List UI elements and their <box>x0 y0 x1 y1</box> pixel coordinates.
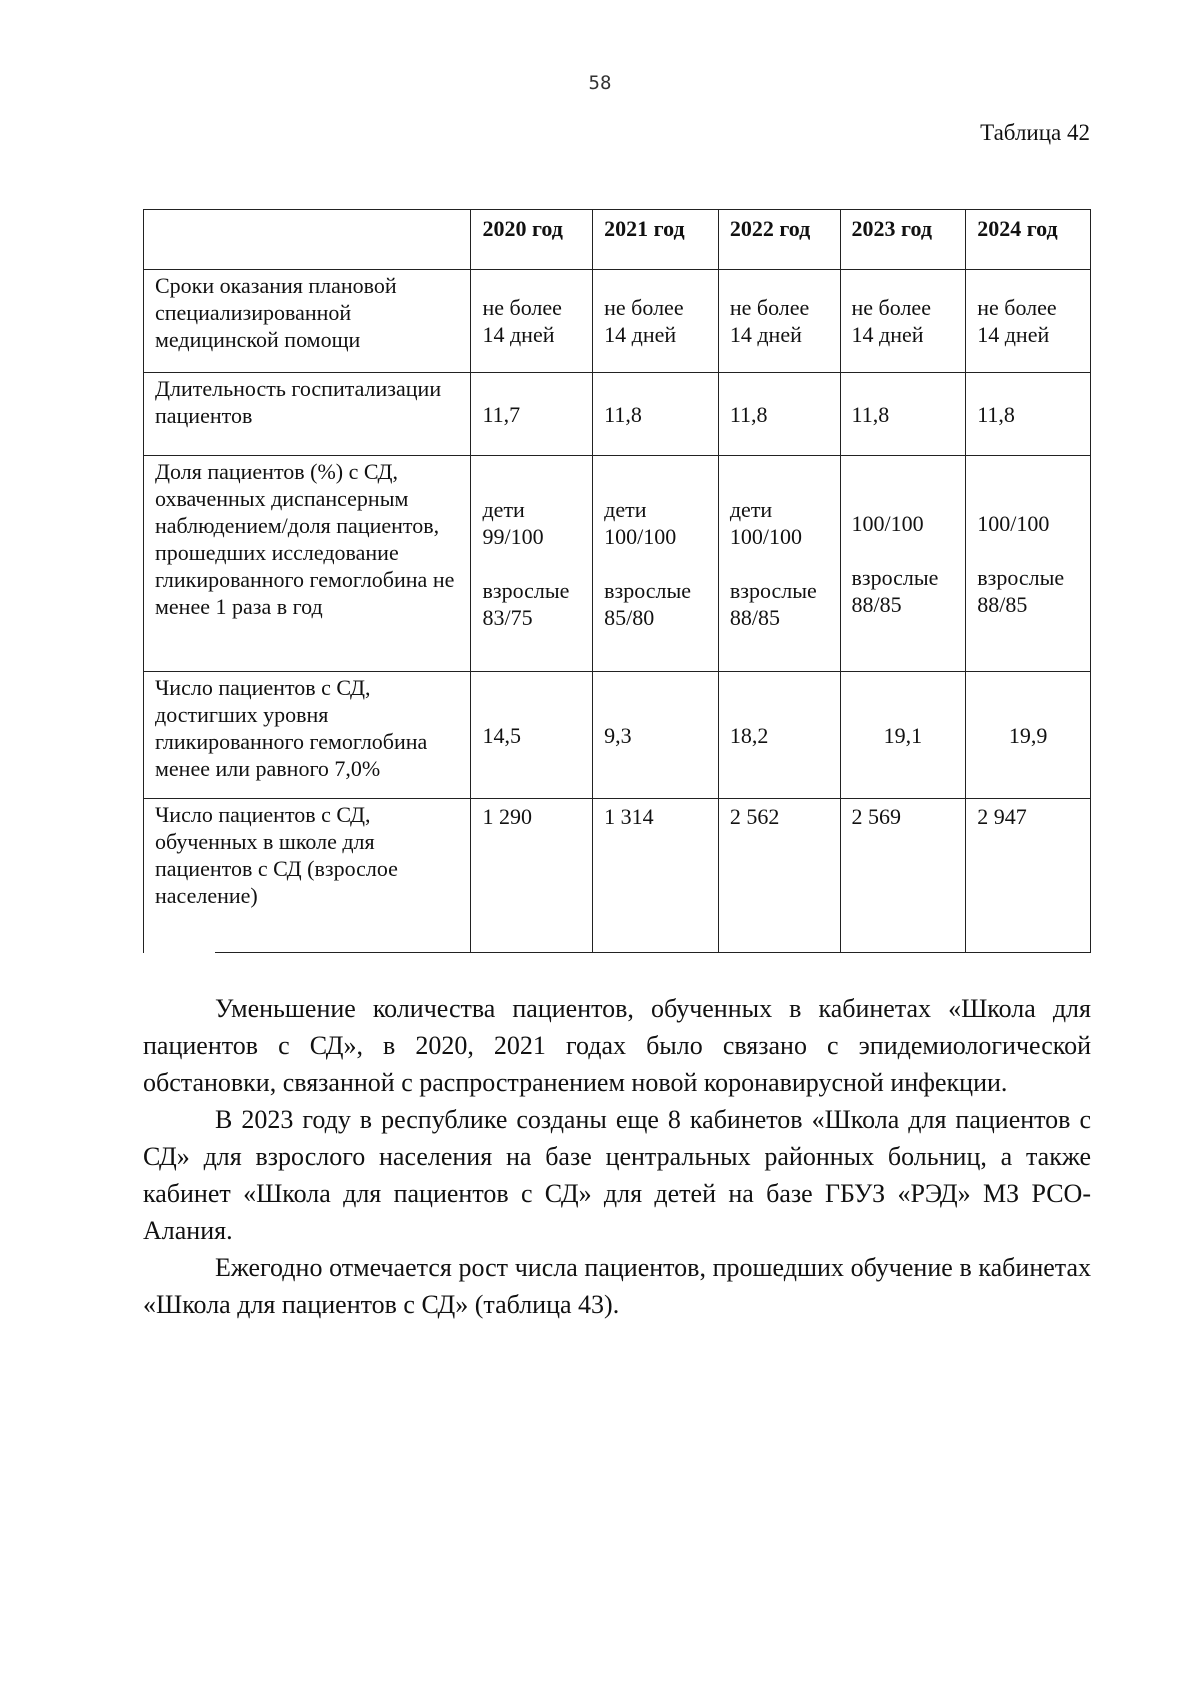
cell-line: 100/100 <box>851 510 924 536</box>
value-cell <box>966 672 1091 799</box>
table-row <box>144 270 1091 373</box>
header-cell-year: 2021 год <box>593 210 719 270</box>
cell-line: 11,8 <box>977 401 1015 427</box>
table-row <box>144 456 1091 672</box>
cell-line: 88/85 <box>851 591 902 617</box>
cell-line: 88/85 <box>977 591 1028 617</box>
value-cell <box>966 799 1091 953</box>
table-caption: Таблица 42 <box>980 120 1090 145</box>
cell-line: 14,5 <box>482 722 521 748</box>
cell-line: 88/85 <box>729 605 780 630</box>
value-cell <box>718 270 840 373</box>
cell-line: дети <box>729 497 773 522</box>
value-cell <box>840 373 966 456</box>
value-cell <box>593 456 719 672</box>
cell-line: 85/80 <box>604 605 655 630</box>
table-row <box>144 799 1091 953</box>
row-label: Доля пациентов (%) с СД, охваченных диспансерным наблюдением/доля пациентов, прошедших исследование гликированного гемоглобина не менее 1 раза в год <box>144 456 471 672</box>
cell-line: 1 290 <box>482 804 532 829</box>
cell-line: 1 314 <box>604 804 654 829</box>
page-number: 58 <box>588 72 612 94</box>
cell-line: не более <box>729 295 810 320</box>
cell-line: 14 дней <box>482 322 555 347</box>
row-label: Сроки оказания плановой специализированной медицинской помощи <box>144 270 471 373</box>
paragraph: Ежегодно отмечается рост числа пациентов, прошедших обучение в кабинетах «Школа для пациентов с СД» (таблица 43). <box>143 1253 1091 1319</box>
value-cell <box>840 456 966 672</box>
cell-line: не более <box>604 295 684 320</box>
value-cell <box>593 799 719 953</box>
cell-gap <box>482 550 581 577</box>
cell-line: взрослые <box>977 564 1065 590</box>
row-label: Число пациентов с СД, обученных в школе для пациентов с СД (взрослое население) <box>144 799 471 953</box>
row-label: Длительность госпитализации пациентов <box>144 373 471 456</box>
paragraph: В 2023 году в республике созданы еще 8 кабинетов «Школа для пациентов с СД» для взрослого населения на базе центральных районных больниц, а также кабинет «Школа для пациентов с СД» для детей на базе ГБУЗ «РЭД» МЗ РСО-Алания. <box>143 1105 1091 1245</box>
value-cell <box>718 672 840 799</box>
cell-gap <box>730 550 829 577</box>
cell-line: 11,8 <box>604 401 642 427</box>
cell-line: 14 дней <box>604 322 677 347</box>
value-cell <box>718 799 840 953</box>
cell-line: 2 569 <box>851 804 902 829</box>
value-cell <box>593 270 719 373</box>
table-border-gap <box>144 948 215 954</box>
value-cell <box>966 270 1091 373</box>
cell-line: 2 947 <box>977 804 1027 829</box>
cell-line: 11,7 <box>482 401 521 427</box>
value-cell <box>471 373 593 456</box>
table-row <box>144 672 1091 799</box>
header-cell-year: 2023 год <box>840 210 966 270</box>
cell-line: 18,2 <box>729 722 769 748</box>
cell-line: 83/75 <box>482 605 533 630</box>
cell-line: 14 дней <box>977 322 1050 347</box>
cell-line: 100/100 <box>729 524 802 549</box>
cell-line: 9,3 <box>604 722 632 748</box>
cell-line: 14 дней <box>729 322 802 347</box>
cell-gap <box>852 537 955 564</box>
cell-line: взрослые <box>604 578 692 603</box>
cell-line: взрослые <box>482 578 570 603</box>
body-text <box>143 990 1091 1323</box>
paragraph: Уменьшение количества пациентов, обученных в кабинетах «Школа для пациентов с СД», в 2020, 2021 годах было связано с эпидемиологической обстановки, связанной с распространением новой коронавирусной инфекции. <box>143 994 1091 1097</box>
cell-line: 100/100 <box>977 510 1050 536</box>
cell-line: взрослые <box>851 564 939 590</box>
cell-line: 19,9 <box>1008 722 1048 748</box>
value-cell <box>966 373 1091 456</box>
value-cell <box>593 672 719 799</box>
value-cell <box>718 456 840 672</box>
header-cell-year: 2024 год <box>966 210 1091 270</box>
value-cell <box>471 799 593 953</box>
header-cell-year: 2022 год <box>718 210 840 270</box>
cell-line: 11,8 <box>729 401 768 427</box>
row-label: Число пациентов с СД, достигших уровня гликированного гемоглобина менее или равного 7,0% <box>144 672 471 799</box>
cell-line: 19,1 <box>883 722 923 748</box>
data-table <box>143 209 1091 953</box>
cell-line: 11,8 <box>851 401 890 427</box>
cell-line: 14 дней <box>851 322 924 347</box>
table-header-row <box>144 210 1091 270</box>
header-cell-empty <box>144 210 471 270</box>
cell-line: дети <box>482 497 525 522</box>
cell-line: не более <box>851 295 931 320</box>
cell-line: 100/100 <box>604 524 677 549</box>
header-cell-year: 2020 год <box>471 210 593 270</box>
value-cell <box>840 672 966 799</box>
value-cell <box>840 799 966 953</box>
cell-gap <box>604 550 707 577</box>
value-cell <box>718 373 840 456</box>
cell-line: взрослые <box>729 578 817 603</box>
value-cell <box>471 672 593 799</box>
cell-line: дети <box>604 497 647 522</box>
value-cell <box>593 373 719 456</box>
value-cell <box>471 270 593 373</box>
cell-line: 99/100 <box>482 524 544 549</box>
cell-line: не более <box>977 295 1057 320</box>
value-cell <box>966 456 1091 672</box>
value-cell <box>471 456 593 672</box>
cell-gap <box>977 537 1079 564</box>
value-cell <box>840 270 966 373</box>
cell-line: не более <box>482 295 562 320</box>
table-row <box>144 373 1091 456</box>
cell-line: 2 562 <box>729 804 780 829</box>
